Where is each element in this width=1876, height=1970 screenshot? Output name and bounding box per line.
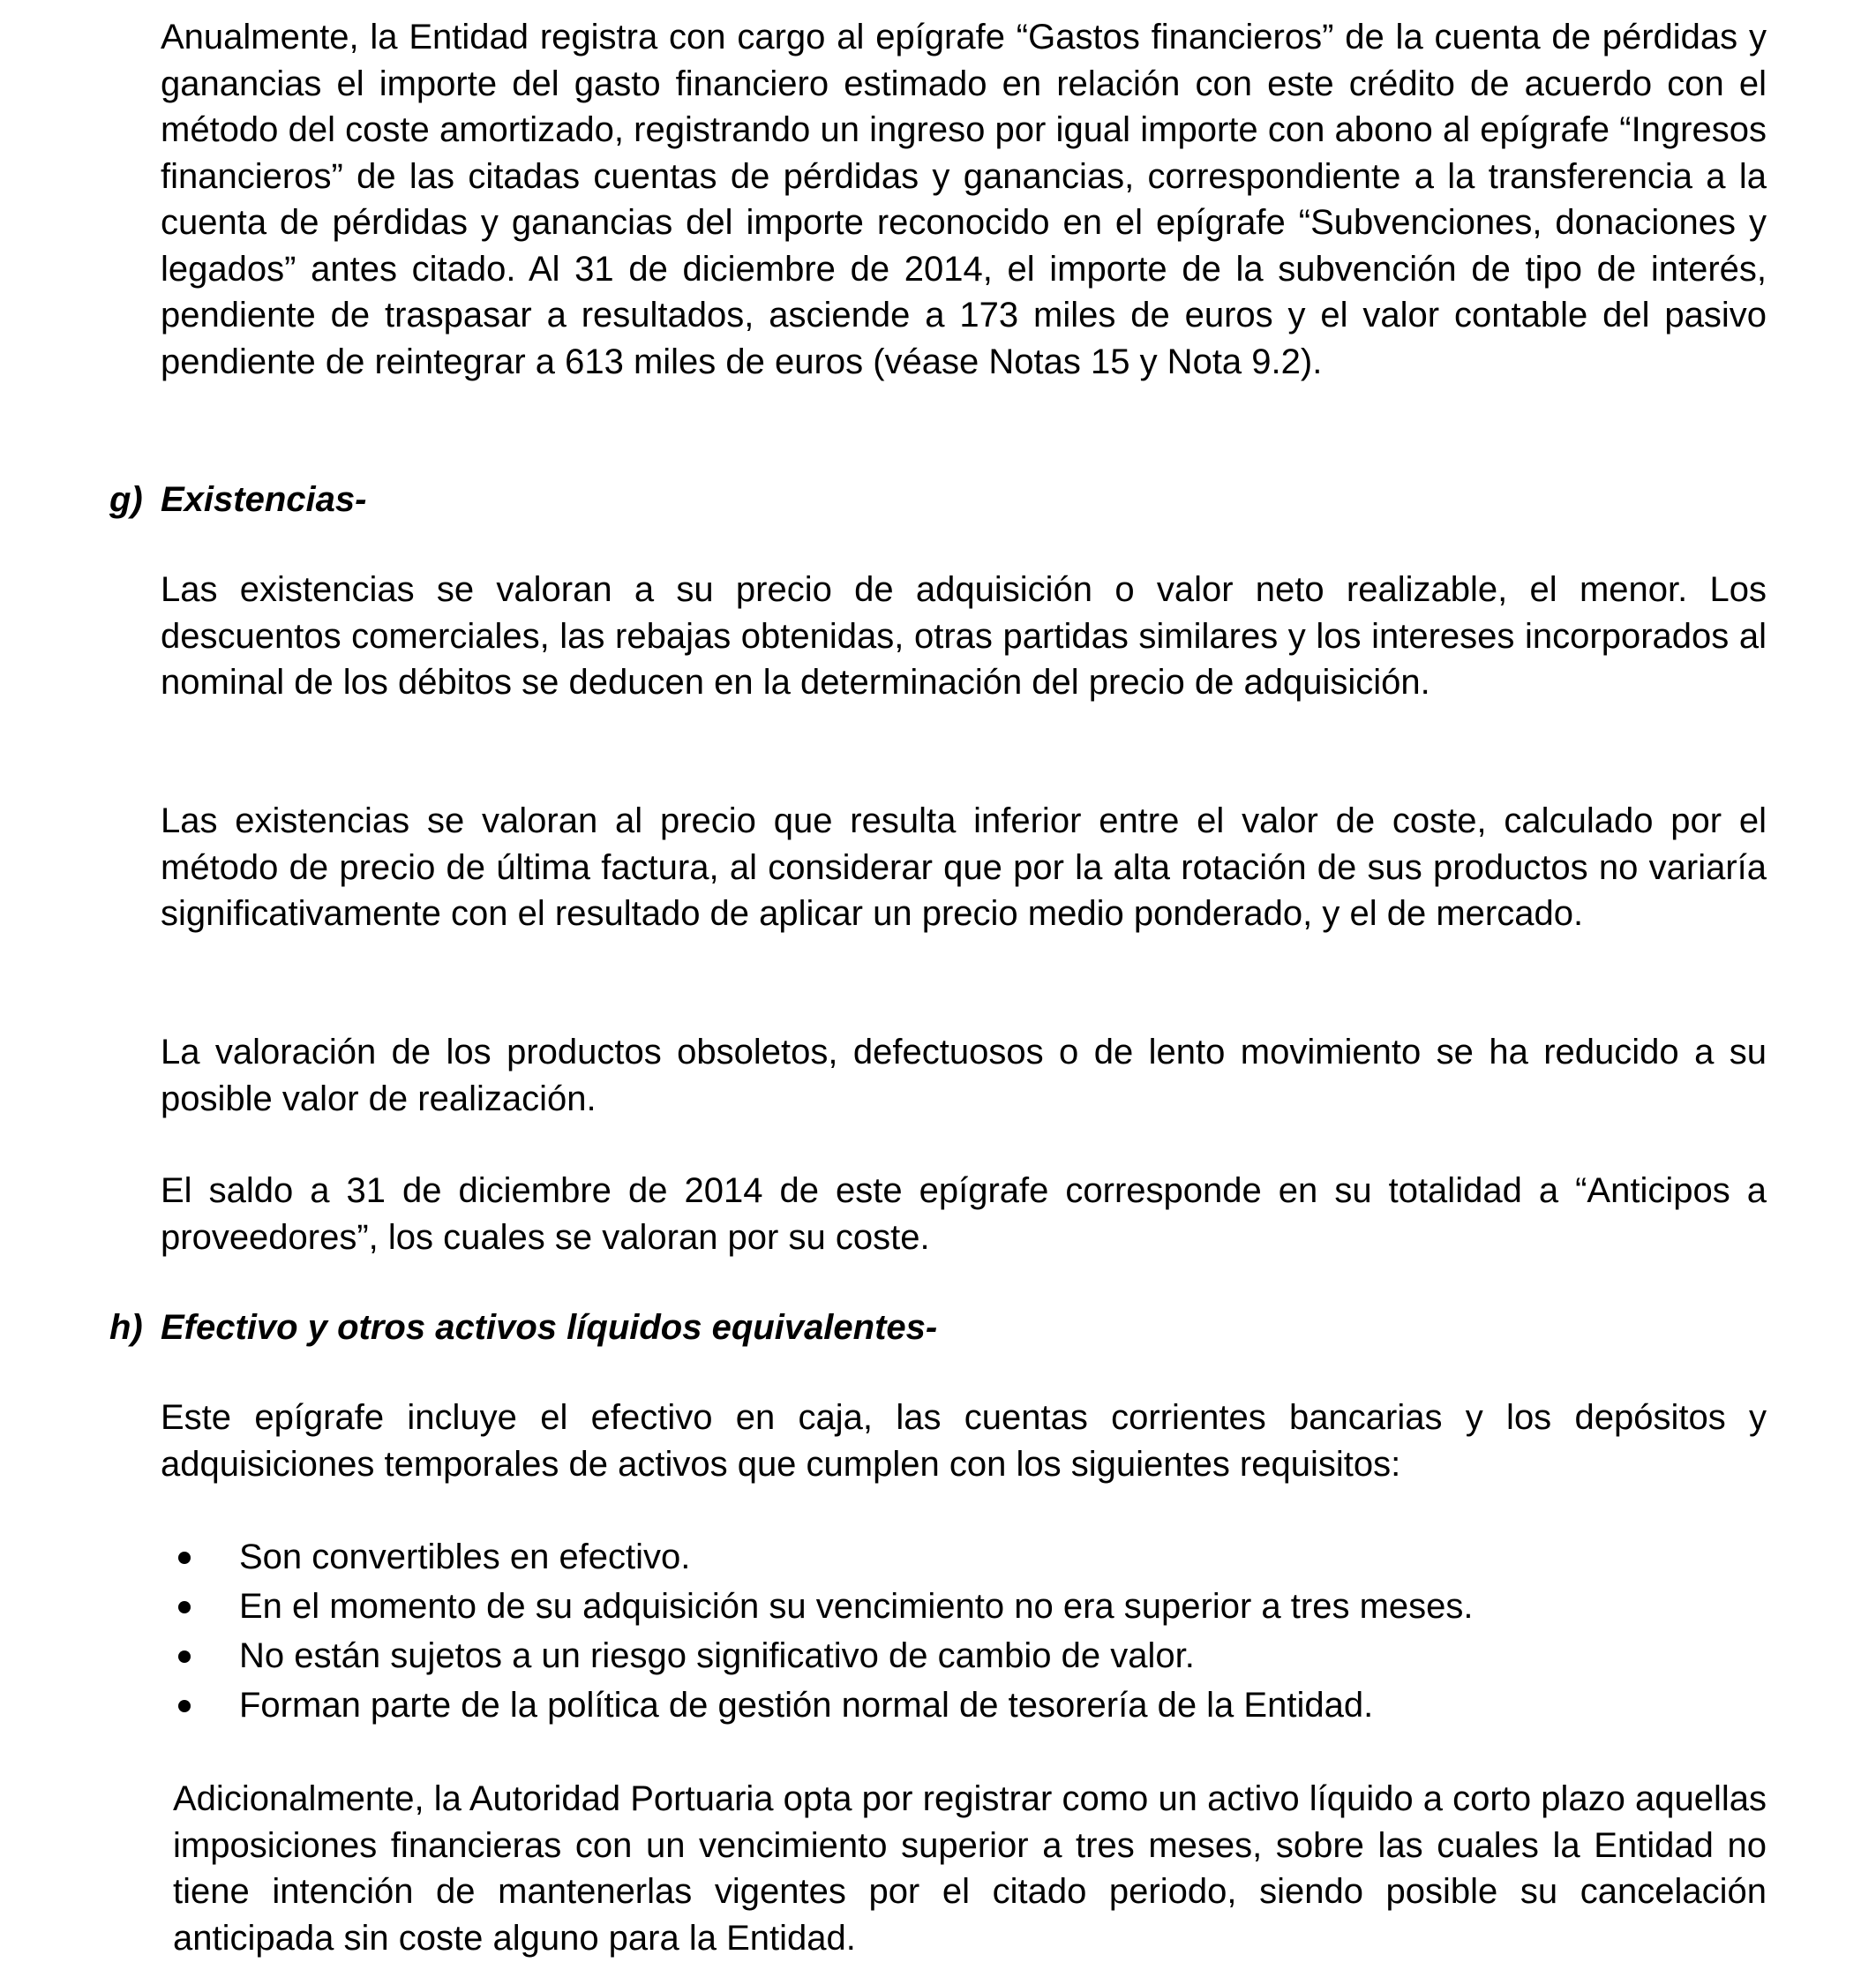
list-item: Son convertibles en efectivo. — [173, 1532, 1767, 1582]
existencias-paragraph-4: El saldo a 31 de diciembre de 2014 de este epígrafe corresponde en su totalidad a “Anticipos a proveedores”, los cuales se valoran por su coste. — [161, 1171, 1767, 1257]
existencias-paragraph-2: Las existencias se valoran al precio que resulta inferior entre el valor de coste, calculado por el método de precio de última factura, al considerar que por la alta rotación de sus productos no variaría significativamente con el resultado de aplicar un precio medio ponderado, y el de mercado. — [161, 801, 1767, 933]
efectivo-intro-paragraph: Este epígrafe incluye el efectivo en caja, las cuentas corrientes bancarias y los depósitos y adquisiciones temporales de activos que cumplen con los siguientes requisitos: — [161, 1398, 1767, 1484]
section-g-heading — [109, 477, 1768, 523]
bullet-icon — [178, 1700, 191, 1712]
existencias-paragraph-3: La valoración de los productos obsoletos, defectuosos o de lento movimiento se ha reducido a su posible valor de realización. — [161, 1033, 1767, 1118]
section-h-marker: h) — [109, 1308, 143, 1347]
list-item: Forman parte de la política de gestión normal de tesorería de la Entidad. — [173, 1681, 1767, 1730]
section-h-title: Efectivo y otros activos líquidos equivalentes- — [161, 1308, 938, 1347]
requisitos-list — [173, 1532, 1767, 1730]
existencias-paragraph-1: Las existencias se valoran a su precio de adquisición o valor neto realizable, el menor. Los descuentos comerciales, las rebajas obtenidas, otras partidas similares y los intereses incorporados al nominal de los débitos se deducen en la determinación del precio de adquisición. — [161, 570, 1767, 702]
bullet-icon — [178, 1552, 191, 1564]
section-h-heading — [109, 1305, 1768, 1350]
list-item: En el momento de su adquisición su vencimiento no era superior a tres meses. — [173, 1582, 1767, 1631]
intro-paragraph: Anualmente, la Entidad registra con cargo al epígrafe “Gastos financieros” de la cuenta de pérdidas y ganancias el importe del gasto financiero estimado en relación con este crédito de acuerdo con el método del coste amortizado, registrando un ingreso por igual importe con abono al epígrafe “Ingresos financieros” de las citadas cuentas de pérdidas y ganancias, correspondiente a la transferencia a la cuenta de pérdidas y ganancias del importe reconocido en el epígrafe “Subvenciones, donaciones y legados” antes citado. Al 31 de diciembre de 2014, el importe de la subvención de tipo de interés, pendiente de traspasar a resultados, asciende a 173 miles de euros y el valor contable del pasivo pendiente de reintegrar a 613 miles de euros (véase Notas 15 y Nota 9.2). — [161, 18, 1767, 381]
bullet-icon — [178, 1650, 191, 1663]
bullet-icon — [178, 1601, 191, 1613]
section-g-marker: g) — [109, 480, 143, 519]
efectivo-closing-paragraph: Adicionalmente, la Autoridad Portuaria opta por registrar como un activo líquido a corto plazo aquellas imposiciones financieras con un vencimiento superior a tres meses, sobre las cuales la Entidad no tiene intención de mantenerlas vigentes por el citado periodo, siendo posible su cancelación anticipada sin coste alguno para la Entidad. — [173, 1779, 1767, 1958]
section-g-title: Existencias- — [161, 480, 367, 519]
list-item: No están sujetos a un riesgo significativo de cambio de valor. — [173, 1631, 1767, 1681]
